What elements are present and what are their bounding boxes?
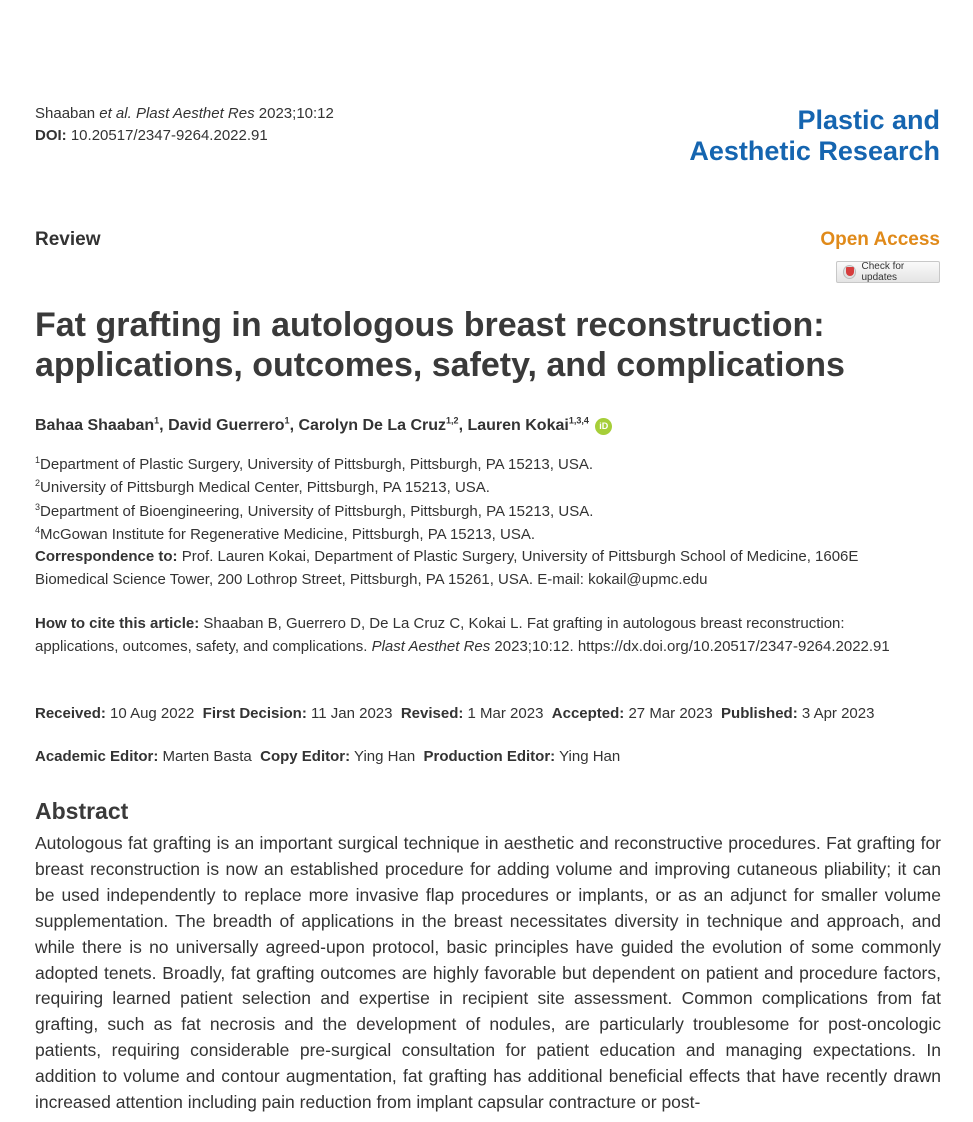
author-name: Carolyn De La Cruz [298,417,447,435]
date-value: 1 Mar 2023 [467,705,544,722]
affil-text: Department of Plastic Surgery, University of Pittsburgh, Pittsburgh, PA 15213, USA. [40,456,594,473]
cite-volume: 2023;10:12 [258,105,334,122]
affiliation [35,451,593,474]
author-affil-sup: 1 [284,416,290,426]
author-affil-sup: 1,2 [446,416,459,426]
correspondence-label: Correspondence to: [35,548,178,565]
author [298,417,467,434]
editor-label: Copy Editor: [260,748,351,765]
cite-authors: Shaaban [35,105,96,122]
author [467,417,588,434]
how-to-cite-journal: Plast Aesthet Res [371,638,491,655]
journal-name-line1: Plastic and [797,105,940,135]
date-value: 3 Apr 2023 [801,705,875,722]
abstract-heading: Abstract [35,798,129,824]
date-label: First Decision: [202,705,307,722]
author-name: David Guerrero [168,417,285,435]
correspondence-text: Prof. Lauren Kokai, Department of Plastic Surgery, University of Pittsburgh School of Medicine, 1606E Biomedical Science Tower, 200 Lothrop Street, Pittsburgh, PA 15261, USA. E-mail: kokail@upmc.edu [35,548,859,588]
editor-name: Ying Han [559,748,621,765]
article-type: Review [35,229,101,250]
date-value: 10 Aug 2022 [110,705,195,722]
how-to-cite-label: How to cite this article: [35,615,200,632]
editor-label: Academic Editor: [35,748,159,765]
title-line-2: applications, outcomes, safety, and complications [35,346,845,384]
affiliation [35,521,593,544]
author [168,417,298,434]
editor-label: Production Editor: [423,748,556,765]
affil-text: Department of Bioengineering, University of Pittsburgh, Pittsburgh, PA 15213, USA. [40,502,594,520]
affiliation [35,474,593,497]
author-name: Bahaa Shaaban [35,417,155,435]
journal-name-line2: Aesthetic Research [689,136,940,166]
date-label: Published: [721,705,798,722]
affil-sup: 3 [35,501,41,512]
cite-etal: et al. [99,105,132,122]
check-updates-label: Check for updates [861,261,905,283]
title-line-1: Fat grafting in autologous breast reconstruction: [35,306,825,344]
bookmark-icon [843,265,856,279]
affiliations [35,451,593,544]
doi-label: DOI: [35,127,67,144]
how-to-cite-doi[interactable]: 2023;10:12. https://dx.doi.org/10.20517/2347-9264.2022.91 [494,638,890,655]
author-sep: , [289,417,299,435]
date-label: Revised: [400,705,464,722]
author [35,417,168,434]
how-to-cite [35,612,925,658]
date-label: Accepted: [551,705,625,722]
doi-line [35,126,268,146]
article-dates [35,702,874,725]
date-value: 27 Mar 2023 [628,705,713,722]
abstract-text: Autologous fat grafting is an important surgical technique in aesthetic and reconstructive procedures. Fat grafting for breast reconstruction is now an established procedure for adding volume and improving cutaneous pliability; it can be used independently to replace more invasive flap procedures or implants, or as an adjunct for smaller volume supplementation. The breadth of applications in the breast necessitates diversity in technique and approach, and while there is no universally agreed-upon protocol, basic principles have guided the evolution of some commonly adopted tenets. Broadly, fat grafting outcomes are highly favorable but dependent on patient and procedure factors, requiring learned patient selection and expertise in recipient site assessment. Common complications from fat grafting, such as fat necrosis and the development of nodules, are particularly troublesome for post-oncologic patients, requiring considerable pre-surgical consultation for patient education and managing expectations. In addition to volume and contour augmentation, fat grafting has additional beneficial effects that have recently drawn increased attention including pain reduction from implant capsular contracture or post- [35,833,941,1113]
article-title [35,305,945,385]
author-sep: , [458,417,468,435]
correspondence [35,545,925,591]
author-name: Lauren Kokai [467,417,569,435]
open-access-label: Open Access [820,229,940,250]
citation-line [35,104,334,124]
affil-text: McGowan Institute for Regenerative Medicine, Pittsburgh, PA 15213, USA. [40,525,535,543]
editors [35,745,620,768]
how-to-cite-text: Shaaban B, Guerrero D, De La Cruz C, Kokai L. Fat grafting in autologous breast reconstruction: applications, outcomes, safety, and complications. [35,615,845,655]
doi-value[interactable]: 10.20517/2347-9264.2022.91 [70,127,268,144]
author-list [35,410,612,437]
affiliation [35,498,593,521]
date-value: 11 Jan 2023 [311,705,393,722]
author-affil-sup: 1 [154,416,160,426]
author-sep: , [159,417,169,435]
affil-sup: 4 [35,524,41,535]
editor-name: Marten Basta [162,748,252,765]
author-affil-sup: 1,3,4 [568,416,589,426]
date-label: Received: [35,705,106,722]
cite-journal: Plast Aesthet Res [135,105,255,122]
journal-logo [689,105,940,167]
editor-name: Ying Han [354,748,416,765]
check-for-updates-button[interactable] [836,261,940,283]
affil-text: University of Pittsburgh Medical Center, Pittsburgh, PA 15213, USA. [40,479,490,497]
orcid-icon[interactable]: iD [595,418,612,435]
affil-sup: 2 [35,478,41,489]
affil-sup: 1 [35,455,41,465]
